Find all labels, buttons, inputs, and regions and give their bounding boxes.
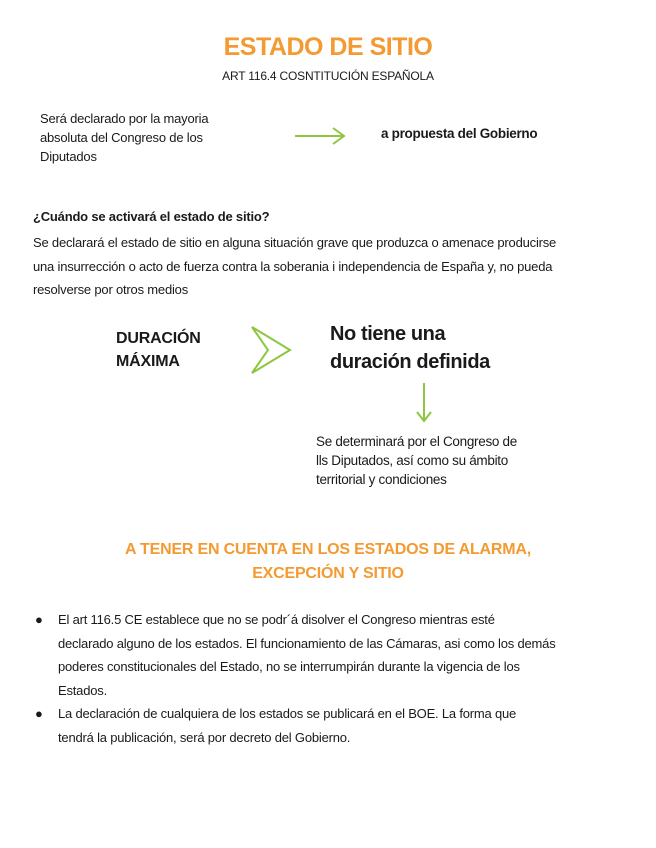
list-item-line: tendrá la publicación, será por decreto del Gobierno. xyxy=(58,729,351,745)
list-item xyxy=(33,702,633,749)
duration-value-line: duración definida xyxy=(330,351,490,373)
duration-value-line: No tiene una xyxy=(330,323,446,345)
duration-note-line: territorial y condiciones xyxy=(316,472,447,487)
duration-note-line: Se determinará por el Congreso de xyxy=(316,434,517,449)
section-heading-line: A TENER EN CUENTA EN LOS ESTADOS DE ALARMA, xyxy=(125,541,531,558)
bullet-icon: ● xyxy=(35,612,43,627)
paragraph-line: resolverse por otros medios xyxy=(33,282,188,297)
list-item xyxy=(33,608,633,702)
declaration-text xyxy=(40,109,270,166)
duration-label-line: DURACIÓN xyxy=(116,330,201,347)
list-item-line: La declaración de cualquiera de los estados se publicará en el BOE. La forma que xyxy=(58,706,517,721)
proposal-text: a propuesta del Gobierno xyxy=(381,126,538,141)
duration-note xyxy=(316,432,566,489)
chevron-right-icon xyxy=(248,325,294,375)
bullet-icon: ● xyxy=(35,706,43,721)
duration-label xyxy=(116,327,201,373)
declaration-line: absoluta del Congreso de los xyxy=(40,130,203,145)
list-item-line: declarado alguno de los estados. El funcionamiento de las Cámaras, asi como los demás xyxy=(58,635,556,651)
right-arrow-icon xyxy=(293,124,349,148)
section-heading-line: EXCEPCIÓN Y SITIO xyxy=(252,565,404,582)
down-arrow-icon xyxy=(415,382,433,424)
activation-question: ¿Cuándo se activará el estado de sitio? xyxy=(33,209,270,224)
page-subtitle: ART 116.4 COSNTITUCIÓN ESPAÑOLA xyxy=(222,69,434,83)
activation-paragraph xyxy=(33,231,629,302)
declaration-line: Será declarado por la mayoria xyxy=(40,111,209,126)
duration-value xyxy=(330,320,490,376)
bullet-list xyxy=(33,608,633,749)
paragraph-line: Se declarará el estado de sitio en alguna situación grave que produzca o amenace producirse xyxy=(33,235,557,250)
paragraph-line: una insurrección o acto de fuerza contra la soberania i independencia de España y, no pueda xyxy=(33,258,553,274)
list-item-line: poderes constitucionales del Estado, no se interrumpirán durante la vigencia de los xyxy=(58,659,520,674)
page-title: ESTADO DE SITIO xyxy=(223,33,433,61)
list-item-line: El art 116.5 CE establece que no se podr´á disolver el Congreso mientras esté xyxy=(58,612,495,627)
section-heading xyxy=(0,538,656,586)
duration-note-line: lls Diputados, así como su ámbito xyxy=(316,453,508,468)
declaration-line: Diputados xyxy=(40,149,97,164)
list-item-line: Estados. xyxy=(58,682,107,698)
duration-label-line: MÁXIMA xyxy=(116,353,180,370)
